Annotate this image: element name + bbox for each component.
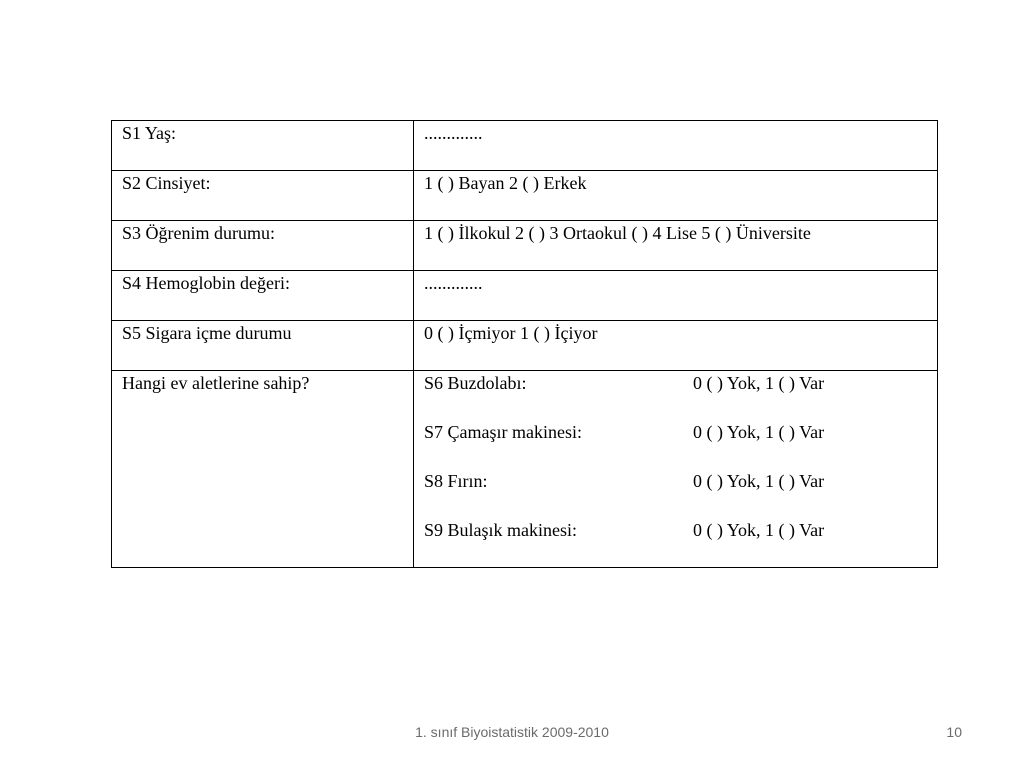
table-row-gender [112,171,938,221]
answer-cell [414,221,938,271]
answer-age: ............. [424,123,483,143]
question-smoking: S5 Sigara içme durumu [122,323,292,343]
appliance-name: S9 Bulaşık makinesi: [424,520,577,540]
appliance-options: 0 ( ) Yok, 1 ( ) Var [693,422,825,442]
question-education: S3 Öğrenim durumu: [122,223,275,243]
table-row-appliances [112,371,938,568]
answer-gender: 1 ( ) Bayan 2 ( ) Erkek [424,173,587,193]
answer-hemoglobin: ............. [424,273,483,293]
appliance-item-washer [424,420,937,469]
appliance-name: S8 Fırın: [424,471,488,491]
appliance-item-fridge [424,371,937,420]
question-cell [112,221,414,271]
question-cell [112,271,414,321]
answer-cell [414,171,938,221]
appliance-options: 0 ( ) Yok, 1 ( ) Var [693,471,825,491]
page-number: 10 [946,724,962,740]
survey-table [111,120,938,568]
table-row-education [112,221,938,271]
answer-education: 1 ( ) İlkokul 2 ( ) 3 Ortaokul ( ) 4 Lise 5 ( ) Üniversite [424,223,811,243]
answer-smoking: 0 ( ) İçmiyor 1 ( ) İçiyor [424,323,598,343]
question-gender: S2 Cinsiyet: [122,173,211,193]
appliance-name: S7 Çamaşır makinesi: [424,422,582,442]
appliance-options: 0 ( ) Yok, 1 ( ) Var [693,373,825,393]
appliance-options: 0 ( ) Yok, 1 ( ) Var [693,520,825,540]
question-cell [112,121,414,171]
answer-cell [414,121,938,171]
question-cell [112,321,414,371]
footer-text: 1. sınıf Biyoistatistik 2009-2010 [415,724,609,740]
table-row-hemoglobin [112,271,938,321]
table-row-smoking [112,321,938,371]
answer-cell [414,321,938,371]
answer-cell [414,271,938,321]
question-hemoglobin: S4 Hemoglobin değeri: [122,273,290,293]
appliance-item-dishwasher [424,518,937,567]
question-cell [112,171,414,221]
table-row-age [112,121,938,171]
question-age: S1 Yaş: [122,123,177,143]
appliance-item-oven [424,469,937,518]
answer-cell [414,371,938,568]
question-cell [112,371,414,568]
appliance-name: S6 Buzdolabı: [424,373,527,393]
question-appliances: Hangi ev aletlerine sahip? [122,373,310,393]
